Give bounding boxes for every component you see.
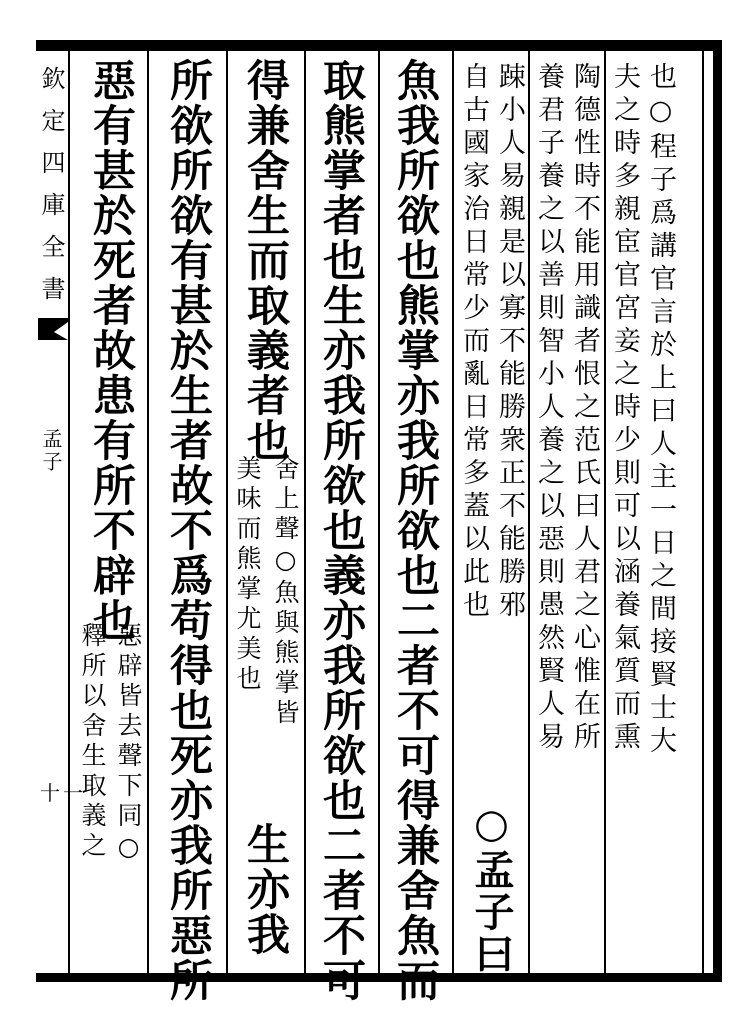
main-text-mengzi-yue: ○孟子曰 <box>468 800 515 975</box>
annotation-line-2b: 釋所以舍生取義之 <box>78 622 107 862</box>
main-text-line-3: 得兼舍生而取義者也 <box>240 58 290 463</box>
page-frame-bottom <box>36 973 722 982</box>
column-rule <box>378 51 380 973</box>
page-number: 十一 <box>40 781 86 805</box>
column-rule <box>147 51 149 973</box>
commentary-line-2: 夫之時多親宦官宮妾之時少則可以涵養氣質而熏 <box>609 62 640 755</box>
commentary-line-1: 也○程子爲講官言於上曰人主一日之間接賢士大 <box>645 62 676 759</box>
annotation-line-1a: 舍上聲○魚與熊掌皆 <box>271 455 300 729</box>
column-rule <box>452 51 454 973</box>
commentary-line-6: 自古國家治日常少而亂日常多蓋以此也 <box>458 62 489 623</box>
main-text-line-2: 取熊掌者也生亦我所欲也義亦我所欲也二者不可 <box>316 58 366 1003</box>
column-rule <box>304 51 306 973</box>
commentary-line-4: 養君子養之以善則智小人養之以惡則愚然賢人易 <box>533 62 564 755</box>
main-text-line-4: 所欲所欲有甚於生者故不爲苟得也死亦我所惡所 <box>163 58 213 1003</box>
column-rule <box>226 51 228 973</box>
page-frame-right <box>713 40 722 982</box>
annotation-line-1b: 美味而熊掌尤美也 <box>233 455 262 695</box>
main-text-line-5: 惡有甚於死者故患有所不辟也 <box>86 58 136 643</box>
annotation-line-2a: 惡辟皆去聲下同○ <box>114 622 143 866</box>
main-text-line-1: 魚我所欲也熊掌亦我所欲也二者不可得兼舍魚而 <box>390 58 440 1003</box>
page-frame-inner-right <box>702 51 704 973</box>
column-rule <box>528 51 530 973</box>
section-title: 孟子 <box>39 428 63 474</box>
commentary-line-5: 踈小人易親是以寡不能勝衆正不能勝邪 <box>494 62 525 623</box>
fishtail-mark-icon <box>38 318 68 340</box>
book-title: 欽定四庫全書 <box>37 66 65 318</box>
commentary-line-3: 陶德性時不能用識者恨之范氏曰人君之心惟在所 <box>569 62 600 755</box>
page-frame-top <box>36 40 722 51</box>
column-rule <box>68 51 70 973</box>
main-text-line-3-tail: 生亦我 <box>240 822 290 957</box>
column-rule <box>604 51 606 973</box>
